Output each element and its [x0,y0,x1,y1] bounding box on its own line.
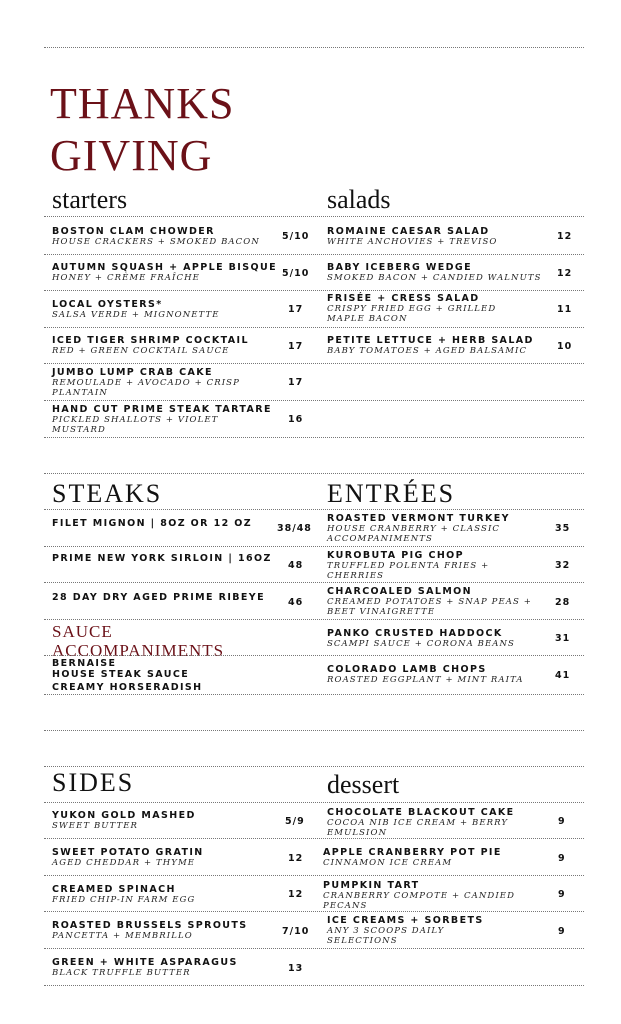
item-description: HOUSE CRACKERS + SMOKED BACON [52,237,260,247]
menu-item [52,847,267,868]
divider [44,985,584,986]
item-price: 9 [558,926,566,937]
item-name: KUROBUTA PIG CHOP [327,550,465,561]
divider [44,802,584,803]
menu-item [52,884,267,905]
item-name: PETITE LETTUCE + HERB SALAD [327,335,534,346]
item-name: GREEN + WHITE ASPARAGUS [52,957,238,968]
item-name: SWEET POTATO GRATIN [52,847,204,858]
item-price: 32 [555,560,571,571]
item-price: 5/9 [285,816,305,827]
section-heading-steaks: STEAKS [52,479,163,508]
sauce-item: HOUSE STEAK SAUCE [52,669,190,680]
divider [44,582,584,583]
menu-item [327,628,542,649]
item-description: ROASTED EGGPLANT + MINT RAITA [327,675,524,685]
sauce-item: BERNAISE [52,658,117,669]
menu-item [327,513,537,544]
item-name: PUMPKIN TART [323,880,420,891]
divider [44,327,584,328]
item-description: WHITE ANCHOVIES + TREVISO [327,237,498,247]
menu-item [52,262,277,283]
menu-item [327,664,552,685]
item-description: REMOULADE + AVOCADO + CRISP PLANTAIN [52,378,240,398]
item-description: HOUSE CRANBERRY + CLASSIC ACCOMPANIMENTS [327,524,501,544]
divider [44,875,584,876]
item-name: JUMBO LUMP CRAB CAKE [52,367,213,378]
item-name: PRIME NEW YORK SIRLOIN | 16OZ [52,553,272,564]
sauce-heading: SAUCE ACCOMPANIMENTS [52,622,225,660]
divider [44,290,584,291]
menu-item [327,807,532,838]
item-description: BABY TOMATOES + AGED BALSAMIC [327,346,528,356]
divider [44,948,584,949]
item-price: 17 [288,377,304,388]
item-price: 11 [557,304,573,315]
item-description: TRUFFLED POLENTA FRIES + CHERRIES [327,561,490,581]
divider [44,363,584,364]
menu-item [52,810,267,831]
menu-item [52,592,282,603]
menu-item [323,880,533,911]
item-price: 41 [555,670,571,681]
item-name: YUKON GOLD MASHED [52,810,196,821]
divider [44,619,584,620]
item-description: SCAMPI SAUCE + CORONA BEANS [327,639,515,649]
item-price: 38/48 [277,523,312,534]
divider [44,730,584,731]
item-price: 16 [288,414,304,425]
item-description: HONEY + CRÈME FRAÎCHE [52,273,200,283]
section-heading-salads: salads [327,185,391,214]
menu-item [52,518,272,529]
item-description: SMOKED BACON + CANDIED WALNUTS [327,273,542,283]
item-description: CRISPY FRIED EGG + GRILLED MAPLE BACON [327,304,497,324]
item-name: 28 DAY DRY AGED PRIME RIBEYE [52,592,265,603]
divider [44,766,584,767]
item-description: SWEET BUTTER [52,821,139,831]
item-price: 12 [288,853,304,864]
item-description: RED + GREEN COCKTAIL SAUCE [52,346,230,356]
item-name: PANKO CRUSTED HADDOCK [327,628,503,639]
item-name: APPLE CRANBERRY POT PIE [323,847,502,858]
divider [44,437,584,438]
item-name: ROMAINE CAESAR SALAD [327,226,490,237]
item-name: CREAMED SPINACH [52,884,176,895]
divider [44,47,584,48]
item-price: 5/10 [282,231,310,242]
item-description: BLACK TRUFFLE BUTTER [52,968,191,978]
item-price: 9 [558,853,566,864]
item-price: 10 [557,341,573,352]
item-price: 7/10 [282,926,310,937]
menu-item [52,957,277,978]
divider [44,546,584,547]
divider [44,838,584,839]
item-name: LOCAL OYSTERS* [52,299,163,310]
item-description: SALSA VERDE + MIGNONETTE [52,310,220,320]
menu-item [327,293,537,324]
menu-item [52,404,272,435]
item-name: ICED TIGER SHRIMP COCKTAIL [52,335,249,346]
menu-item [327,915,484,946]
item-price: 12 [288,889,304,900]
sauce-item: CREAMY HORSERADISH [52,682,203,693]
menu-item [327,226,537,247]
item-price: 13 [288,963,304,974]
menu-title-line-1: THANKS [50,79,235,128]
item-name: ICE CREAMS + SORBETS [327,915,484,926]
item-price: 9 [558,889,566,900]
menu-item [327,586,542,617]
item-description: COCOA NIB ICE CREAM + BERRY EMULSION [327,818,509,838]
item-name: AUTUMN SQUASH + APPLE BISQUE [52,262,277,273]
divider [44,694,584,695]
item-description: CRANBERRY COMPOTE + CANDIED PECANS [323,891,516,911]
item-price: 9 [558,816,566,827]
item-description: ANY 3 SCOOPS DAILY SELECTIONS [327,926,445,946]
item-description: PANCETTA + MEMBRILLO [52,931,193,941]
item-price: 28 [555,597,571,608]
item-description: PICKLED SHALLOTS + VIOLET MUSTARD [52,415,219,435]
divider [44,254,584,255]
divider [44,509,584,510]
item-name: ROASTED VERMONT TURKEY [327,513,510,524]
item-name: BABY ICEBERG WEDGE [327,262,472,273]
item-price: 35 [555,523,571,534]
item-price: 17 [288,304,304,315]
item-name: FRISÉE + CRESS SALAD [327,293,480,304]
item-name: FILET MIGNON | 8OZ OR 12 OZ [52,518,253,529]
section-heading-starters: starters [52,185,128,214]
menu-item [52,299,267,320]
item-price: 5/10 [282,268,310,279]
divider [44,400,584,401]
section-heading-sides: SIDES [52,768,135,797]
item-price: 12 [557,231,573,242]
divider [44,655,584,656]
item-description: AGED CHEDDAR + THYME [52,858,196,868]
item-description: CINNAMON ICE CREAM [323,858,453,868]
menu-item [52,226,267,247]
divider [44,216,584,217]
divider [44,911,584,912]
section-heading-entrees: ENTRÉES [327,479,456,508]
item-name: COLORADO LAMB CHOPS [327,664,487,675]
item-name: ROASTED BRUSSELS SPROUTS [52,920,248,931]
item-description: FRIED CHIP-IN FARM EGG [52,895,196,905]
menu-item [327,550,527,581]
item-name: BOSTON CLAM CHOWDER [52,226,215,237]
item-name: CHARCOALED SALMON [327,586,472,597]
item-price: 17 [288,341,304,352]
section-heading-dessert: dessert [327,770,400,799]
menu-item [52,553,282,564]
divider [44,473,584,474]
item-price: 31 [555,633,571,644]
menu-item [52,367,257,398]
menu-item [327,335,542,356]
item-description: CREAMED POTATOES + SNAP PEAS + BEET VINAIGRETTE [327,597,532,617]
item-name: CHOCOLATE BLACKOUT CAKE [327,807,515,818]
menu-item [327,262,542,283]
item-price: 46 [288,597,304,608]
item-name: HAND CUT PRIME STEAK TARTARE [52,404,272,415]
item-price: 48 [288,560,304,571]
menu-item [323,847,543,868]
item-price: 12 [557,268,573,279]
menu-item [52,920,277,941]
menu-title-line-2: GIVING [50,131,213,180]
menu-item [52,335,267,356]
